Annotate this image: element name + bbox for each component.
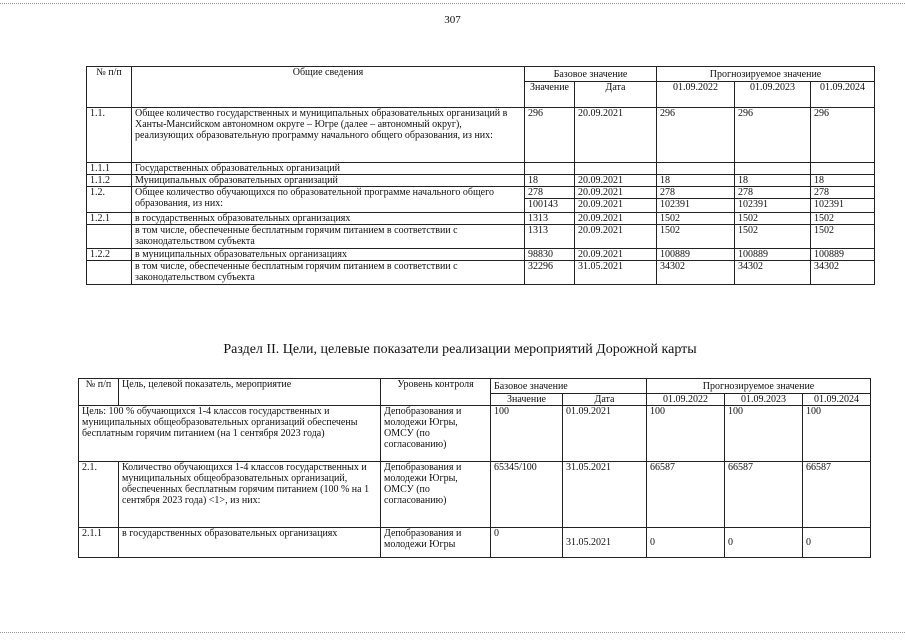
row-value: 18: [525, 175, 575, 187]
header-year-1: 01.09.2022: [647, 394, 725, 406]
row-text: в государственных образовательных организациях: [132, 213, 525, 225]
row-year-2: 1502: [735, 213, 811, 225]
row-date: 20.09.2021: [575, 108, 657, 163]
row-value: 1313: [525, 225, 575, 249]
row-year-2: 278: [735, 187, 811, 199]
row-year-3: 1502: [811, 225, 875, 249]
row-date: 31.05.2021: [563, 528, 647, 558]
header-value: Значение: [491, 394, 563, 406]
row-year-3: [811, 163, 875, 175]
row-text: Муниципальных образовательных организаций: [132, 175, 525, 187]
table-row: [87, 261, 875, 285]
row-year-2: 34302: [735, 261, 811, 285]
row-num: [87, 225, 132, 249]
row-year-1: 18: [657, 175, 735, 187]
row-year-3: 18: [811, 175, 875, 187]
row-year-1: 0: [647, 528, 725, 558]
row-value: 32296: [525, 261, 575, 285]
row-value: 98830: [525, 249, 575, 261]
header-year-3: 01.09.2024: [811, 82, 875, 108]
header-year-3: 01.09.2024: [803, 394, 871, 406]
row-year-1: 278: [657, 187, 735, 199]
header-value: Значение: [525, 82, 575, 108]
goal-year-2: 100: [725, 406, 803, 462]
row-value: [525, 163, 575, 175]
row-date: [575, 163, 657, 175]
row-value: 0: [491, 528, 563, 558]
row-year-3: 0: [803, 528, 871, 558]
header-forecast: Прогнозируемое значение: [647, 379, 871, 394]
row-value: 278: [525, 187, 575, 199]
row-level: Депобразования и молодежи Югры, ОМСУ (по согласованию): [381, 462, 491, 528]
row-date: 31.05.2021: [575, 261, 657, 285]
general-info-table: [86, 66, 875, 285]
header-num: № п/п: [87, 67, 132, 108]
row-date: 20.09.2021: [575, 213, 657, 225]
row-value: 296: [525, 108, 575, 163]
row-year-1: 1502: [657, 225, 735, 249]
row-year-1: 296: [657, 108, 735, 163]
row-year-3: 102391: [811, 199, 875, 213]
row-num: 1.1.2: [87, 175, 132, 187]
row-text: Общее количество государственных и муниципальных образовательных организаций в Ханты-Мансийском автономном округе – Югре (далее – автономный округ), реализующих образовательную программу начального общего образования, из них:: [132, 108, 525, 163]
goal-year-1: 100: [647, 406, 725, 462]
header-forecast: Прогнозируемое значение: [657, 67, 875, 82]
row-year-1: 66587: [647, 462, 725, 528]
table-row: [87, 108, 875, 163]
row-text: Количество обучающихся 1-4 классов государственных и муниципальных общеобразовательных организаций, обеспеченных бесплатным горячим питанием (100 % на 1 сентября 2023 года) <1>, из них:: [119, 462, 381, 528]
goal-row: [79, 406, 871, 462]
header-base: Базовое значение: [491, 379, 647, 394]
row-year-1: [657, 163, 735, 175]
section-title: Раздел II. Цели, целевые показатели реализации мероприятий Дорожной карты: [223, 342, 697, 357]
row-year-2: 100889: [735, 249, 811, 261]
row-date: 20.09.2021: [575, 249, 657, 261]
row-date: 20.09.2021: [575, 175, 657, 187]
row-date: 20.09.2021: [575, 187, 657, 199]
row-year-3: 278: [811, 187, 875, 199]
table-row: [87, 225, 875, 249]
table-row: [87, 213, 875, 225]
row-year-2: 66587: [725, 462, 803, 528]
row-year-2: [735, 163, 811, 175]
header-num: № п/п: [79, 379, 119, 406]
goals-table: [78, 378, 871, 558]
row-text: Государственных образовательных организаций: [132, 163, 525, 175]
row-year-2: 18: [735, 175, 811, 187]
scan-edge-top: [0, 3, 905, 4]
table-row: [87, 249, 875, 261]
table-row: [87, 175, 875, 187]
row-year-3: 100889: [811, 249, 875, 261]
table-row: [79, 462, 871, 528]
row-text: в муниципальных образовательных организациях: [132, 249, 525, 261]
row-year-1: 102391: [657, 199, 735, 213]
header-goal: Цель, целевой показатель, мероприятие: [119, 379, 381, 406]
header-general: Общие сведения: [132, 67, 525, 108]
header-year-1: 01.09.2022: [657, 82, 735, 108]
header-year-2: 01.09.2023: [725, 394, 803, 406]
row-year-2: 296: [735, 108, 811, 163]
row-text: в государственных образовательных организациях: [119, 528, 381, 558]
page-number: 307: [444, 14, 461, 26]
row-year-1: 1502: [657, 213, 735, 225]
row-date: 20.09.2021: [575, 225, 657, 249]
row-date: 31.05.2021: [563, 462, 647, 528]
row-year-3: 66587: [803, 462, 871, 528]
row-year-3: 296: [811, 108, 875, 163]
goal-level: Депобразования и молодежи Югры, ОМСУ (по согласованию): [381, 406, 491, 462]
row-year-3: 1502: [811, 213, 875, 225]
row-value: 65345/100: [491, 462, 563, 528]
header-date: Дата: [563, 394, 647, 406]
row-num: [87, 261, 132, 285]
row-year-2: 102391: [735, 199, 811, 213]
row-text: в том числе, обеспеченные бесплатным горячим питанием в соответствии с законодательством субъекта: [132, 225, 525, 249]
row-value: 1313: [525, 213, 575, 225]
goal-text: Цель: 100 % обучающихся 1-4 классов государственных и муниципальных общеобразовательных организаций обеспечены бесплатным горячим питанием (на 1 сентября 2023 года): [79, 406, 381, 462]
row-value: 100143: [525, 199, 575, 213]
header-date: Дата: [575, 82, 657, 108]
header-year-2: 01.09.2023: [735, 82, 811, 108]
row-year-3: 34302: [811, 261, 875, 285]
row-year-1: 34302: [657, 261, 735, 285]
header-level: Уровень контроля: [381, 379, 491, 406]
goal-value: 100: [491, 406, 563, 462]
row-num: 1.1.: [87, 108, 132, 163]
row-num: 2.1.1: [79, 528, 119, 558]
row-num: 1.2.2: [87, 249, 132, 261]
row-num: 2.1.: [79, 462, 119, 528]
goal-year-3: 100: [803, 406, 871, 462]
scan-edge-bottom: [0, 632, 905, 633]
row-year-1: 100889: [657, 249, 735, 261]
row-year-2: 0: [725, 528, 803, 558]
row-num: 1.2.: [87, 187, 132, 213]
header-base: Базовое значение: [525, 67, 657, 82]
table-row: [87, 163, 875, 175]
row-num: 1.2.1: [87, 213, 132, 225]
row-level: Депобразования и молодежи Югры: [381, 528, 491, 558]
row-date: 20.09.2021: [575, 199, 657, 213]
table-row: [87, 187, 875, 199]
row-year-2: 1502: [735, 225, 811, 249]
row-text: Общее количество обучающихся по образовательной программе начального общего образования, из них:: [132, 187, 525, 213]
table-row: [79, 528, 871, 558]
row-num: 1.1.1: [87, 163, 132, 175]
goal-date: 01.09.2021: [563, 406, 647, 462]
row-text: в том числе, обеспеченные бесплатным горячим питанием в соответствии с законодательством субъекта: [132, 261, 525, 285]
